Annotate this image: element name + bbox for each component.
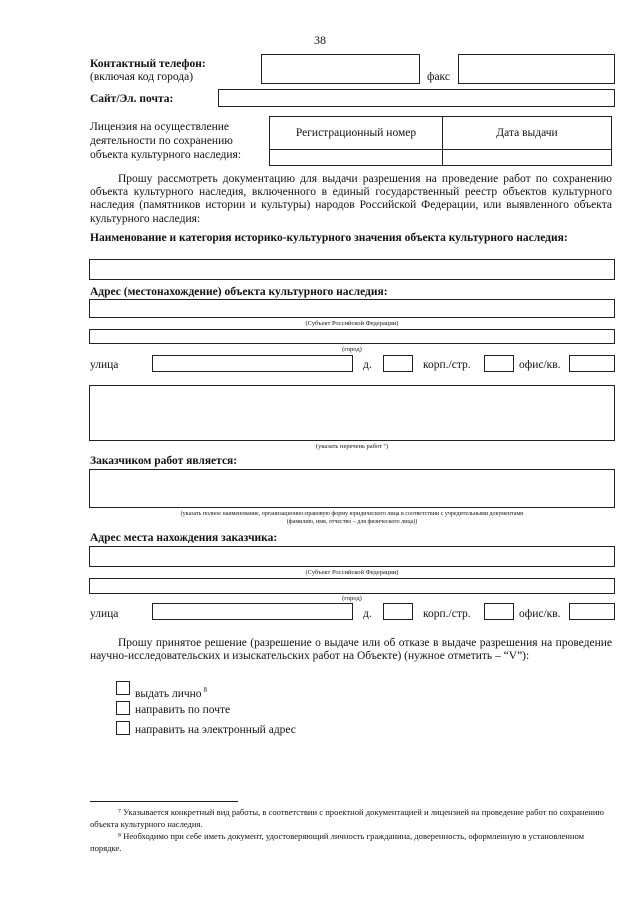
footnote-8: ⁸ Необходимо при себе иметь документ, удостоверяющий личность гражданина, доверенность, оформленную в установленном порядке. xyxy=(90,831,585,853)
customer-address-heading: Адрес места нахождения заказчика: xyxy=(90,532,278,544)
object-office-label: офис/кв. xyxy=(519,359,561,371)
phone-sublabel: (включая код города) xyxy=(90,71,194,83)
customer-caption-line-2: (фамилию, имя, отчество – для физического лица)) xyxy=(286,519,418,525)
customer-city-field[interactable] xyxy=(89,578,615,594)
customer-building-label: корп./стр. xyxy=(423,608,471,620)
object-building-label: корп./стр. xyxy=(423,359,471,371)
customer-office-field[interactable] xyxy=(569,603,615,620)
phone-field[interactable] xyxy=(261,54,420,84)
license-label-line-2: деятельности по сохранению xyxy=(90,135,233,147)
object-city-field[interactable] xyxy=(89,329,615,344)
object-address-heading: Адрес (местонахождение) объекта культурного наследия: xyxy=(90,286,388,298)
license-col-date: Дата выдачи xyxy=(443,117,612,150)
site-field[interactable] xyxy=(218,89,615,107)
object-building-field[interactable] xyxy=(484,355,514,372)
customer-subject-field[interactable] xyxy=(89,546,615,567)
license-label-line-3: объекта культурного наследия: xyxy=(90,149,242,161)
customer-street-label: улица xyxy=(90,608,119,620)
customer-subject-caption: (Субъект Российской Федерации) xyxy=(305,569,399,576)
fax-label: факс xyxy=(427,71,450,83)
object-city-caption: (город) xyxy=(342,346,362,353)
option-checkbox-by-mail[interactable] xyxy=(116,701,130,715)
decision-paragraph: Прошу принятое решение (разрешение о выдаче или об отказе в выдаче разрешения на проведение научно-исследовательских и изыскательских работ на Объекте) (нужное отметить – “V”): xyxy=(90,637,612,663)
works-list-field[interactable] xyxy=(89,385,615,441)
customer-building-field[interactable] xyxy=(484,603,514,620)
request-paragraph: Прошу рассмотреть документацию для выдачи разрешения на проведение работ по сохранению объекта культурного наследия, включенного в единый государственный реестр объектов культурного наследия (памятников истории и культуры) народов Российской Федерации, или выявленного объекта культурного наследия: xyxy=(90,173,612,225)
object-name-field[interactable] xyxy=(89,259,615,280)
option-checkbox-by-email[interactable] xyxy=(116,721,130,735)
fax-field[interactable] xyxy=(458,54,615,84)
object-house-label: д. xyxy=(363,359,372,371)
license-col-registration: Регистрационный номер xyxy=(270,117,443,150)
customer-house-field[interactable] xyxy=(383,603,413,620)
option-label-by-email: направить на электронный адрес xyxy=(135,724,296,736)
object-street-label: улица xyxy=(90,359,119,371)
site-label: Сайт/Эл. почта: xyxy=(90,93,174,105)
customer-office-label: офис/кв. xyxy=(519,608,561,620)
customer-caption-line-1: (указать полное наименование, организационно-правовую форму юридического лица в соответствии с учредительными документами xyxy=(180,511,524,517)
option-label-in-person: выдать лично $^8$ xyxy=(135,686,208,700)
footnote-7: ⁷ Указывается конкретный вид работы, в соответствии с проектной документацией и лицензией на проведение работ по сохранению объекта культурного наследия. xyxy=(90,807,604,829)
license-date-field[interactable] xyxy=(443,150,612,166)
object-office-field[interactable] xyxy=(569,355,615,372)
customer-heading: Заказчиком работ является: xyxy=(90,455,238,467)
object-subject-field[interactable] xyxy=(89,299,615,318)
customer-street-field[interactable] xyxy=(152,603,353,620)
object-house-field[interactable] xyxy=(383,355,413,372)
option-label-by-mail: направить по почте xyxy=(135,704,231,716)
phone-label: Контактный телефон: xyxy=(90,58,206,70)
object-subject-caption: (Субъект Российской Федерации) xyxy=(305,320,399,327)
footnote-ref-8: 8 xyxy=(203,686,208,694)
page-number: 38 xyxy=(314,33,326,47)
license-registration-field[interactable] xyxy=(270,150,443,166)
customer-city-caption: (город) xyxy=(342,595,362,602)
customer-house-label: д. xyxy=(363,608,372,620)
object-street-field[interactable] xyxy=(152,355,353,372)
license-table xyxy=(269,116,612,166)
customer-name-field[interactable] xyxy=(89,469,615,508)
object-name-heading: Наименование и категория историко-культурного значения объекта культурного наследия: xyxy=(90,232,568,244)
license-label-line-1: Лицензия на осуществление xyxy=(90,121,230,133)
works-list-caption: (указать перечень работ ⁷) xyxy=(315,443,389,450)
option-checkbox-in-person[interactable] xyxy=(116,681,130,695)
footnote-divider xyxy=(90,801,238,802)
